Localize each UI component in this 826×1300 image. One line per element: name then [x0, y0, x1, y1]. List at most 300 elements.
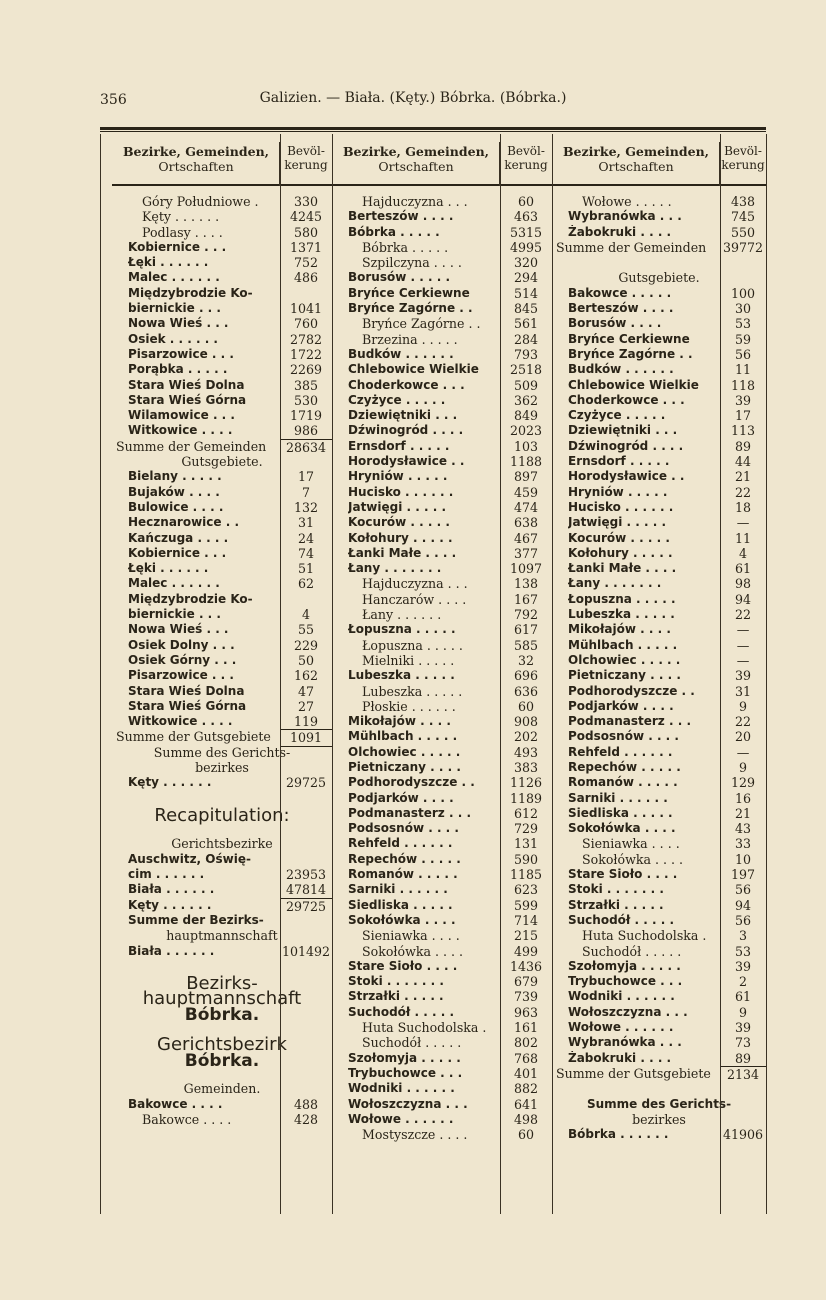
table-row — [552, 270, 766, 285]
table-row — [332, 1035, 552, 1050]
place-name: biernickie . . . — [128, 301, 221, 316]
table-row — [112, 622, 332, 637]
table-row — [112, 867, 332, 882]
table-row — [112, 989, 332, 1010]
place-name: Huta Suchodolska . — [362, 1020, 487, 1036]
table-row — [552, 699, 766, 714]
population-value: 10 — [734, 851, 752, 867]
population-value: 62 — [297, 576, 315, 592]
place-name: Podhorodyszcze . . — [568, 683, 695, 698]
population-value: 845 — [513, 301, 539, 317]
place-name: Lubeszka . . . . . — [348, 668, 455, 683]
table-row — [332, 1097, 552, 1112]
population-value: 580 — [293, 224, 319, 240]
place-name: Mostyszcze . . . . — [362, 1127, 468, 1143]
column-divider-2 — [552, 134, 553, 1214]
population-value: 1722 — [289, 346, 323, 362]
population-value: 39 — [734, 392, 752, 408]
table-row — [332, 439, 552, 454]
population-value: 60 — [517, 698, 535, 714]
place-name: Bakowce . . . . — [142, 1111, 232, 1127]
population-value: 61 — [734, 989, 752, 1005]
population-header — [279, 142, 332, 186]
population-value: 43 — [734, 821, 752, 837]
population-value: 530 — [293, 392, 319, 408]
place-name: Summe der Gutsgebiete — [556, 1065, 711, 1081]
population-value: 197 — [730, 867, 756, 883]
place-name: Łopuszna . . . . . — [568, 591, 676, 606]
place-name: Łopuszna . . . . . — [362, 637, 463, 653]
table-row — [112, 454, 332, 469]
table-row — [112, 500, 332, 515]
place-name: Hajduczyzna . . . — [362, 194, 468, 209]
place-name: Podsosnów . . . . — [568, 729, 679, 744]
place-name: Czyżyce . . . . . — [348, 392, 446, 407]
table-row — [112, 286, 332, 301]
table-row — [112, 974, 332, 995]
population-value: 362 — [513, 392, 539, 408]
population-value: 74 — [297, 545, 315, 561]
table-row — [552, 347, 766, 362]
table-row — [552, 225, 766, 240]
population-value: 22 — [734, 714, 752, 730]
table-row — [332, 699, 552, 714]
table-row — [332, 684, 552, 699]
population-value: 467 — [513, 530, 539, 546]
population-value: 617 — [513, 622, 539, 638]
population-value: 4995 — [509, 239, 543, 255]
population-value: 428 — [293, 1111, 319, 1127]
population-value: 162 — [293, 668, 319, 684]
place-name: Podhorodyszcze . . — [348, 775, 475, 790]
population-value: 401 — [513, 1065, 539, 1081]
population-value: 23953 — [285, 867, 327, 883]
place-name: Bakowce . . . . . — [568, 285, 672, 300]
table-row — [112, 1112, 332, 1127]
place-name: Nowa Wieś . . . — [128, 316, 229, 331]
place-name: Sokołówka . . . . — [582, 851, 684, 867]
place-name: Szołomyja . . . . . — [568, 958, 681, 973]
place-name: Hryniów . . . . . — [348, 469, 448, 484]
place-name: Wybranówka . . . — [568, 209, 682, 224]
population-header-line1: Bevöl- — [287, 144, 325, 158]
place-name: Czyżyce . . . . . — [568, 408, 666, 423]
table-row — [552, 653, 766, 668]
table-border-right — [766, 134, 767, 1214]
name-header — [552, 144, 720, 174]
place-name: Bóbrka . . . . . . — [568, 1127, 669, 1142]
place-name: Choderkowce . . . — [348, 377, 465, 392]
population-value: 17 — [297, 469, 315, 485]
place-name: Chlebowice Wielkie — [568, 377, 699, 392]
place-name: bezirkes — [632, 1111, 686, 1127]
place-name: Lubeszka . . . . . — [568, 607, 675, 622]
population-value: 61 — [734, 561, 752, 577]
table-row — [332, 515, 552, 530]
place-name: Biała . . . . . . — [128, 943, 215, 958]
place-name: Pisarzowice . . . — [128, 668, 234, 683]
table-row — [112, 378, 332, 393]
population-value: 53 — [734, 943, 752, 959]
table-row — [552, 867, 766, 882]
table-row — [112, 485, 332, 500]
place-name: Repechów . . . . . — [568, 759, 681, 774]
table-row — [552, 240, 766, 255]
place-name: Bóbrka. — [184, 1004, 260, 1025]
name-header-bold: Bezirke, Gemeinden, — [122, 144, 270, 159]
table-row — [332, 668, 552, 683]
table-row — [112, 301, 332, 316]
population-value: 229 — [293, 637, 319, 653]
population-value: 39 — [734, 668, 752, 684]
table-row — [112, 607, 332, 622]
name-header — [112, 144, 280, 174]
table-row — [112, 959, 332, 974]
population-value: 792 — [513, 607, 539, 623]
place-name: Bujaków . . . . — [128, 484, 220, 499]
population-value: 2 — [738, 974, 747, 990]
population-value: 9 — [738, 698, 747, 714]
population-value: 2269 — [289, 362, 323, 378]
table-row — [332, 561, 552, 576]
table-row — [552, 469, 766, 484]
place-name: Międzybrodzie Ko- — [128, 285, 253, 300]
population-value: 793 — [513, 346, 539, 362]
table-row — [552, 607, 766, 622]
population-value: 585 — [513, 637, 539, 653]
table-row — [552, 439, 766, 454]
population-value: 73 — [734, 1035, 752, 1051]
place-name: Trybuchowce . . . — [568, 974, 683, 989]
table-row — [112, 684, 332, 699]
place-name: Jatwięgi . . . . . — [348, 499, 447, 514]
population-value: 908 — [513, 714, 539, 730]
place-name: Podjarków . . . . — [568, 698, 674, 713]
name-header-sub: Ortschaften — [378, 159, 454, 174]
table-row — [112, 852, 332, 867]
place-name: Dziewiętniki . . . — [568, 423, 678, 438]
place-name: Kobiernice . . . — [128, 545, 227, 560]
table-row — [112, 775, 332, 790]
population-value: 29725 — [280, 898, 332, 914]
population-value: 5315 — [509, 224, 543, 240]
place-name: Pietniczany . . . . — [568, 668, 681, 683]
table-row — [112, 729, 332, 744]
table-row — [332, 546, 552, 561]
place-name: Sokołówka . . . . — [568, 821, 676, 836]
place-name: Sieniawka . . . . — [582, 836, 680, 852]
place-name: Stare Sioło . . . . — [568, 867, 678, 882]
table-row — [112, 805, 332, 826]
place-name: Kęty . . . . . . — [128, 897, 212, 912]
table-row — [332, 622, 552, 637]
table-row — [332, 729, 552, 744]
table-row — [332, 408, 552, 423]
table-row — [332, 760, 552, 775]
place-name: Bóbrka . . . . . — [348, 224, 440, 239]
population-header-line2: kerung — [284, 158, 328, 172]
table-row — [552, 576, 766, 591]
table-row — [332, 836, 552, 851]
table-row — [552, 959, 766, 974]
table-row — [552, 561, 766, 576]
table-rows — [112, 194, 332, 1127]
table-row — [552, 500, 766, 515]
table-row — [552, 1020, 766, 1035]
table-row — [112, 898, 332, 913]
population-value: 1719 — [289, 408, 323, 424]
place-name: Stara Wieś Dolna — [128, 683, 245, 698]
place-name: Suchodół . . . . . — [568, 912, 675, 927]
table-column-3 — [552, 134, 766, 1214]
population-value: 3 — [738, 928, 747, 944]
name-header — [332, 144, 500, 174]
table-row — [552, 301, 766, 316]
table-column-1 — [112, 134, 332, 1214]
population-value: 1126 — [509, 775, 543, 791]
population-value: 31 — [297, 515, 315, 531]
table-row — [112, 638, 332, 653]
population-header-line1: Bevöl- — [724, 144, 762, 158]
population-value: 94 — [734, 897, 752, 913]
population-value: 56 — [734, 882, 752, 898]
place-name: Łęki . . . . . . — [128, 561, 209, 576]
population-value: 679 — [513, 974, 539, 990]
table-row — [552, 1051, 766, 1066]
place-name: Wołoszczyzna . . . — [348, 1096, 468, 1111]
table-rows — [332, 194, 552, 1142]
population-value: 1185 — [509, 867, 543, 883]
table-row — [332, 592, 552, 607]
place-name: Hucisko . . . . . . — [568, 499, 674, 514]
population-value: 768 — [513, 1050, 539, 1066]
population-value: 486 — [293, 270, 319, 286]
place-name: Łęki . . . . . . — [128, 255, 209, 270]
table-row — [552, 1005, 766, 1020]
population-table — [112, 134, 766, 1214]
column-header — [552, 134, 766, 186]
place-name: Hajduczyzna . . . — [362, 576, 468, 592]
table-row — [112, 1004, 332, 1025]
table-row — [332, 531, 552, 546]
table-row — [112, 760, 332, 775]
table-row — [112, 668, 332, 683]
population-value: 39 — [734, 1020, 752, 1036]
place-name: Kołohury . . . . . — [568, 545, 673, 560]
place-name: hauptmannschaft — [142, 989, 302, 1010]
place-name: Horodysławice . . — [568, 469, 685, 484]
table-row — [112, 531, 332, 546]
population-value: 32 — [517, 652, 535, 668]
place-name: Gutsgebiete. — [181, 454, 263, 470]
place-name: Bezirks- — [186, 974, 258, 995]
place-name: Trybuchowce . . . — [348, 1065, 463, 1080]
table-row — [332, 638, 552, 653]
table-row — [332, 1112, 552, 1127]
place-name: Bakowce . . . . — [128, 1096, 223, 1111]
population-value: 50 — [297, 652, 315, 668]
table-row — [552, 836, 766, 851]
place-name: Stoki . . . . . . . — [348, 974, 444, 989]
place-name: Sokołówka . . . . — [362, 943, 464, 959]
place-name: Summe des Gerichts- — [586, 1096, 732, 1111]
table-row — [112, 699, 332, 714]
population-value: 1436 — [509, 958, 543, 974]
place-name: Malec . . . . . . — [128, 270, 220, 285]
place-name: Budków . . . . . . — [348, 346, 454, 361]
table-row — [552, 775, 766, 790]
table-row — [112, 1097, 332, 1112]
place-name: Podmanasterz . . . — [348, 805, 471, 820]
column-2-population-divider — [500, 134, 501, 1214]
table-row — [332, 898, 552, 913]
place-name: Bryńce Cerkiewne — [568, 331, 690, 346]
table-row — [332, 959, 552, 974]
population-value: 30 — [734, 301, 752, 317]
table-row — [332, 225, 552, 240]
place-name: Brzezina . . . . . — [362, 331, 458, 347]
place-name: Osiek Dolny . . . — [128, 637, 235, 652]
place-name: Hucisko . . . . . . — [348, 484, 454, 499]
table-row — [332, 775, 552, 790]
table-row — [552, 1081, 766, 1096]
place-name: Bielany . . . . . — [128, 469, 222, 484]
population-value: 438 — [730, 194, 756, 209]
population-value: 41906 — [722, 1127, 764, 1143]
table-row — [332, 1066, 552, 1081]
population-value: 4 — [738, 545, 747, 561]
table-row — [332, 882, 552, 897]
place-name: Bóbrka . . . . . — [362, 239, 449, 255]
population-value: 56 — [734, 346, 752, 362]
place-name: Nowa Wieś . . . — [128, 622, 229, 637]
place-name: Dźwinogród . . . . — [568, 438, 684, 453]
table-row — [332, 316, 552, 331]
population-value: 39 — [734, 958, 752, 974]
place-name: Bryńce Zagórne . . — [362, 316, 481, 332]
table-row — [332, 423, 552, 438]
table-row — [552, 745, 766, 760]
place-name: Hecznarowice . . — [128, 515, 240, 530]
table-row — [552, 531, 766, 546]
place-name: Wołoszczyzna . . . — [568, 1004, 688, 1019]
table-row — [112, 913, 332, 928]
column-header — [332, 134, 552, 186]
table-row — [552, 944, 766, 959]
place-name: Summe der Gemeinden — [556, 239, 707, 255]
table-row — [552, 714, 766, 729]
place-name: Szpilczyna . . . . — [362, 255, 462, 271]
place-name: cim . . . . . . — [128, 867, 205, 882]
table-row — [112, 1035, 332, 1056]
table-row — [332, 867, 552, 882]
population-value: 294 — [513, 270, 539, 286]
place-name: biernickie . . . — [128, 607, 221, 622]
place-name: Porąbka . . . . . — [128, 362, 228, 377]
population-value: 7 — [301, 484, 310, 500]
table-row — [552, 989, 766, 1004]
column-divider-1 — [332, 134, 333, 1214]
place-name: Łanki Małe . . . . — [568, 561, 677, 576]
place-name: Osiek . . . . . . — [128, 331, 218, 346]
table-row — [332, 286, 552, 301]
place-name: Berteszów . . . . — [568, 301, 674, 316]
population-value: 385 — [293, 377, 319, 393]
population-header — [499, 142, 552, 186]
table-row — [332, 1005, 552, 1020]
table-row — [552, 408, 766, 423]
population-value: 4 — [301, 607, 310, 623]
table-row — [332, 485, 552, 500]
place-name: Podjarków . . . . — [348, 790, 454, 805]
population-value: 16 — [734, 790, 752, 806]
place-name: Horodysławice . . — [348, 454, 465, 469]
population-value: 638 — [513, 515, 539, 531]
place-name: Sarniki . . . . . . — [568, 790, 668, 805]
table-row — [112, 561, 332, 576]
place-name: Kołohury . . . . . — [348, 530, 453, 545]
population-value: 849 — [513, 408, 539, 424]
table-row — [332, 332, 552, 347]
population-value: 59 — [734, 331, 752, 347]
population-value: — — [736, 622, 750, 638]
place-name: Summe der Gutsgebiete — [116, 729, 271, 745]
table-row — [552, 286, 766, 301]
table-row — [552, 209, 766, 224]
table-row — [332, 301, 552, 316]
place-name: Dziewiętniki . . . — [348, 408, 458, 423]
place-name: Łopuszna . . . . . — [348, 622, 456, 637]
place-name: Rehfeld . . . . . . — [348, 836, 453, 851]
population-value: 493 — [513, 744, 539, 760]
table-row — [112, 439, 332, 454]
population-value: 60 — [517, 194, 535, 209]
population-header-line2: kerung — [721, 158, 765, 172]
population-value: 752 — [293, 255, 319, 271]
place-name: Jatwięgi . . . . . — [568, 515, 667, 530]
place-name: Bryńce Cerkiewne — [348, 285, 470, 300]
running-head: Galizien. — Biała. (Kęty.) Bóbrka. (Bóbrka.) — [259, 90, 567, 106]
table-row — [112, 821, 332, 836]
population-value: 101492 — [281, 943, 331, 959]
table-row — [332, 607, 552, 622]
population-value: 745 — [730, 209, 756, 225]
population-value: 22 — [734, 607, 752, 623]
table-row — [552, 806, 766, 821]
population-value: 11 — [734, 362, 752, 378]
table-rows — [552, 194, 766, 1142]
place-name: Łany . . . . . . — [362, 607, 442, 623]
population-value: 22 — [734, 484, 752, 500]
table-row — [552, 898, 766, 913]
population-value: 2782 — [289, 331, 323, 347]
place-name: Malec . . . . . . — [128, 576, 220, 591]
place-name: Wilamowice . . . — [128, 408, 235, 423]
population-value: 474 — [513, 499, 539, 515]
population-value: 47814 — [285, 882, 327, 898]
population-value: 53 — [734, 316, 752, 332]
table-row — [332, 194, 552, 209]
population-value: 882 — [513, 1081, 539, 1097]
place-name: Hanczarów . . . . — [362, 591, 467, 607]
population-value: 215 — [513, 928, 539, 944]
population-value: 802 — [513, 1035, 539, 1051]
population-value: 550 — [730, 224, 756, 240]
population-value: 1188 — [509, 454, 543, 470]
table-row — [552, 852, 766, 867]
table-row — [332, 469, 552, 484]
population-value: 590 — [513, 851, 539, 867]
